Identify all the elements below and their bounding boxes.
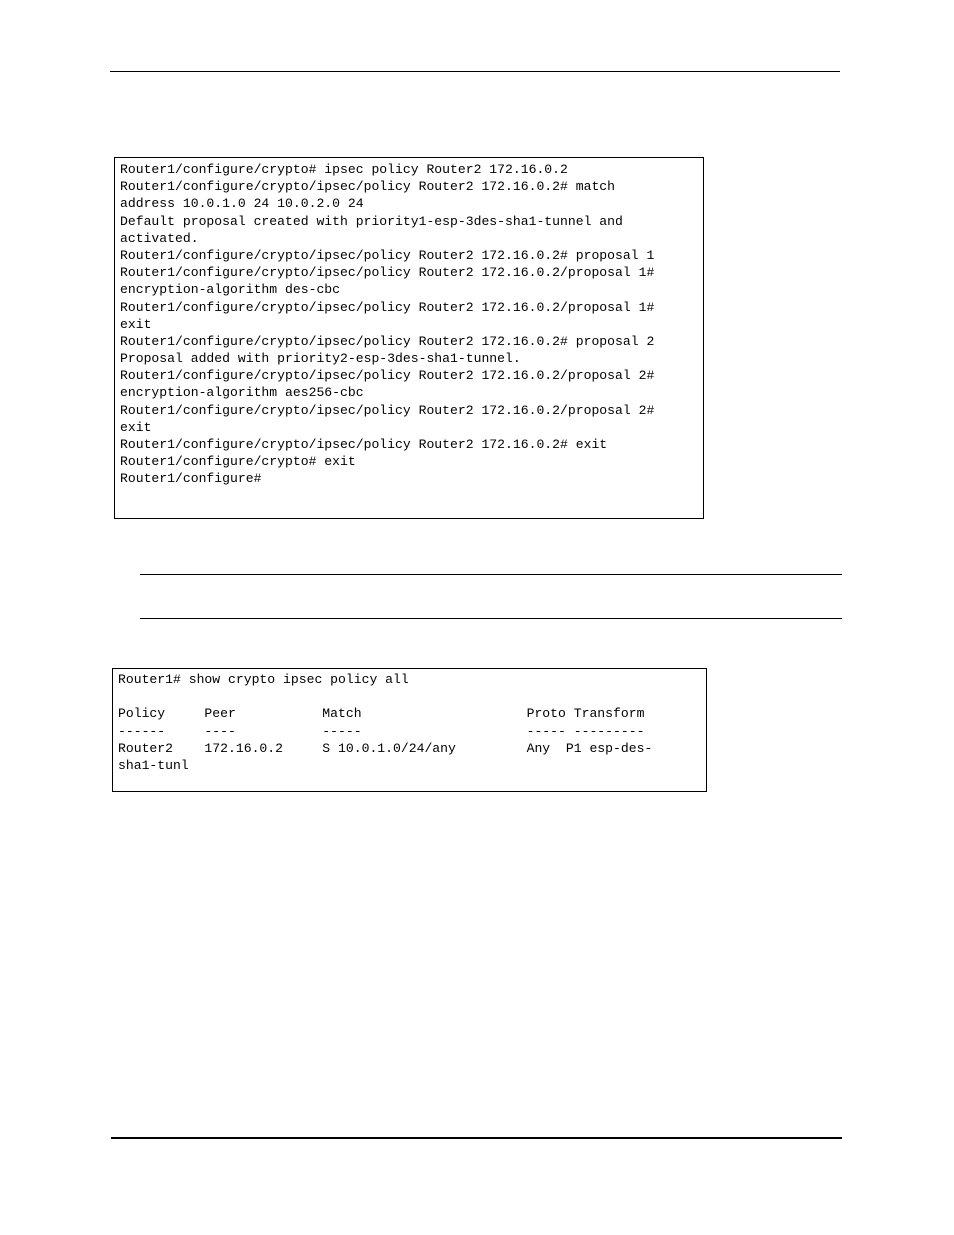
header-rule [110, 71, 840, 72]
output-line: sha1-tunl [118, 757, 189, 773]
output-line: Router2 172.16.0.2 S 10.0.1.0/24/any Any P1 esp-des- [118, 740, 653, 756]
code-line: Router1/configure/crypto/ipsec/policy Router2 172.16.0.2# exit [120, 437, 608, 452]
note-top-rule [140, 574, 842, 575]
code-line: address 10.0.1.0 24 10.0.2.0 24 [120, 196, 364, 212]
config-session-box [114, 157, 704, 519]
code-line: Router1/configure/crypto/ipsec/policy Router2 172.16.0.2/proposal 2# [120, 402, 655, 418]
code-line: Router1/configure/crypto/ipsec/policy Router2 172.16.0.2/proposal 1# [120, 265, 655, 281]
show-output-box [112, 668, 707, 792]
output-line: Policy Peer Match Proto Transform [118, 706, 645, 722]
code-line: exit [120, 419, 152, 435]
code-line: exit [120, 316, 152, 332]
code-line: Router1/configure/crypto/ipsec/policy Router2 172.16.0.2/proposal 2# [120, 368, 655, 384]
footer-rule [111, 1137, 842, 1139]
output-line [118, 688, 706, 705]
code-line: Router1/configure/crypto/ipsec/policy Router2 172.16.0.2# proposal 1 [120, 247, 655, 263]
code-line: Router1/configure/crypto# ipsec policy Router2 172.16.0.2 [120, 162, 568, 177]
code-line: Router1/configure/crypto/ipsec/policy Router2 172.16.0.2# proposal 2 [120, 333, 655, 349]
output-line: Router1# show crypto ipsec policy all [118, 672, 409, 687]
note-bottom-rule [140, 618, 842, 619]
code-line: Default proposal created with priority1-esp-3des-sha1-tunnel and [120, 213, 623, 229]
code-line: Proposal added with priority2-esp-3des-sha1-tunnel. [120, 351, 521, 367]
code-line: activated. [120, 230, 199, 246]
output-line: ------ ---- ----- ----- --------- [118, 723, 645, 739]
code-line: Router1/configure/crypto/ipsec/policy Router2 172.16.0.2# match [120, 179, 616, 195]
code-line: encryption-algorithm des-cbc [120, 282, 341, 298]
code-line: encryption-algorithm aes256-cbc [120, 385, 364, 401]
code-line: Router1/configure/crypto# exit [120, 454, 356, 470]
code-line: Router1/configure# [120, 471, 262, 487]
code-line: Router1/configure/crypto/ipsec/policy Router2 172.16.0.2/proposal 1# [120, 299, 655, 315]
